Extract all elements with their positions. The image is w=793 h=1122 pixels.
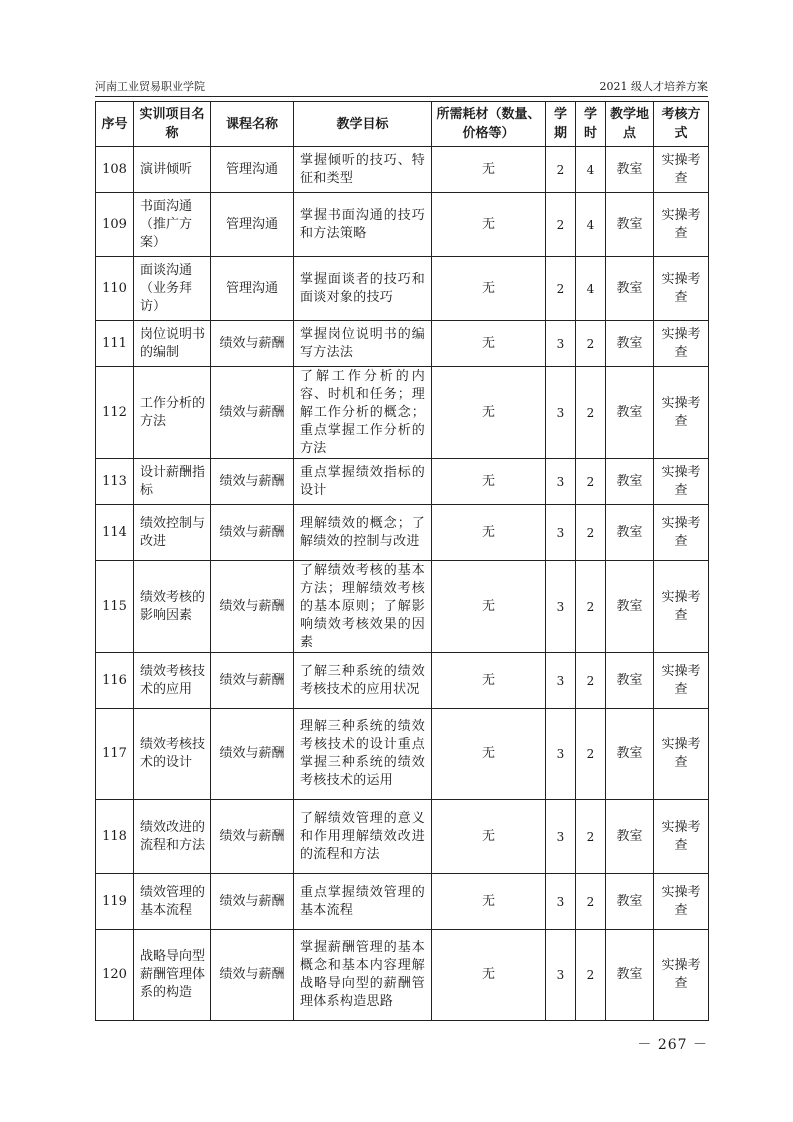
table-row	[96, 459, 709, 505]
table-header-row	[96, 102, 709, 147]
cell-exam: 实操考查	[654, 874, 709, 930]
cell-place: 教室	[606, 321, 654, 367]
cell-course: 绩效与薪酬	[211, 930, 294, 1021]
table-row	[96, 257, 709, 321]
cell-course: 绩效与薪酬	[211, 367, 294, 459]
cell-place: 教室	[606, 193, 654, 257]
cell-exam: 实操考查	[654, 561, 709, 653]
cell-hours: 2	[576, 367, 606, 459]
cell-term: 3	[546, 709, 576, 800]
col-header-material: 所需耗材（数量、价格等）	[432, 102, 546, 147]
cell-exam: 实操考查	[654, 147, 709, 193]
cell-no: 118	[96, 800, 134, 874]
cell-course: 绩效与薪酬	[211, 709, 294, 800]
cell-course: 绩效与薪酬	[211, 505, 294, 561]
cell-project: 面谈沟通（业务拜访）	[134, 257, 211, 321]
cell-term: 3	[546, 874, 576, 930]
cell-no: 119	[96, 874, 134, 930]
cell-project: 设计薪酬指标	[134, 459, 211, 505]
cell-no: 117	[96, 709, 134, 800]
cell-material: 无	[432, 459, 546, 505]
cell-place: 教室	[606, 257, 654, 321]
table-row	[96, 147, 709, 193]
cell-project: 绩效考核的影响因素	[134, 561, 211, 653]
cell-goal: 了解绩效考核的基本方法；理解绩效考核的基本原则；了解影响绩效考核效果的因素	[294, 561, 432, 653]
cell-no: 120	[96, 930, 134, 1021]
cell-place: 教室	[606, 709, 654, 800]
table-row	[96, 800, 709, 874]
cell-course: 绩效与薪酬	[211, 459, 294, 505]
cell-material: 无	[432, 800, 546, 874]
cell-course: 绩效与薪酬	[211, 800, 294, 874]
cell-project: 绩效考核技术的应用	[134, 653, 211, 709]
cell-goal: 理解绩效的概念；了解绩效的控制与改进	[294, 505, 432, 561]
cell-goal: 重点掌握绩效管理的基本流程	[294, 874, 432, 930]
cell-no: 114	[96, 505, 134, 561]
col-header-no: 序号	[96, 102, 134, 147]
cell-term: 3	[546, 505, 576, 561]
header-plan-title: 2021 级人才培养方案	[599, 80, 708, 93]
cell-project: 战略导向型薪酬管理体系的构造	[134, 930, 211, 1021]
cell-project: 绩效管理的基本流程	[134, 874, 211, 930]
cell-term: 3	[546, 321, 576, 367]
table-row	[96, 193, 709, 257]
col-header-term: 学期	[546, 102, 576, 147]
cell-hours: 2	[576, 709, 606, 800]
cell-course: 管理沟通	[211, 147, 294, 193]
cell-place: 教室	[606, 930, 654, 1021]
cell-exam: 实操考查	[654, 653, 709, 709]
cell-no: 111	[96, 321, 134, 367]
cell-goal: 掌握岗位说明书的编写方法法	[294, 321, 432, 367]
cell-hours: 2	[576, 459, 606, 505]
cell-no: 109	[96, 193, 134, 257]
cell-no: 113	[96, 459, 134, 505]
cell-term: 3	[546, 561, 576, 653]
cell-material: 无	[432, 147, 546, 193]
cell-material: 无	[432, 874, 546, 930]
cell-hours: 2	[576, 874, 606, 930]
cell-no: 112	[96, 367, 134, 459]
table-row	[96, 874, 709, 930]
cell-exam: 实操考查	[654, 193, 709, 257]
cell-no: 115	[96, 561, 134, 653]
cell-place: 教室	[606, 505, 654, 561]
cell-exam: 实操考查	[654, 800, 709, 874]
cell-project: 绩效考核技术的设计	[134, 709, 211, 800]
page-number: － 267 －	[637, 1037, 708, 1053]
cell-hours: 4	[576, 147, 606, 193]
cell-material: 无	[432, 321, 546, 367]
col-header-hours: 学时	[576, 102, 606, 147]
cell-material: 无	[432, 561, 546, 653]
cell-exam: 实操考查	[654, 257, 709, 321]
cell-goal: 掌握面谈者的技巧和面谈对象的技巧	[294, 257, 432, 321]
cell-project: 工作分析的方法	[134, 367, 211, 459]
cell-exam: 实操考查	[654, 709, 709, 800]
cell-material: 无	[432, 193, 546, 257]
cell-hours: 2	[576, 800, 606, 874]
cell-course: 管理沟通	[211, 257, 294, 321]
cell-exam: 实操考查	[654, 930, 709, 1021]
header-school-name: 河南工业贸易职业学院	[95, 80, 205, 93]
table-row	[96, 930, 709, 1021]
cell-exam: 实操考查	[654, 321, 709, 367]
cell-course: 绩效与薪酬	[211, 653, 294, 709]
cell-place: 教室	[606, 653, 654, 709]
cell-place: 教室	[606, 800, 654, 874]
col-header-place: 教学地点	[606, 102, 654, 147]
cell-term: 2	[546, 147, 576, 193]
cell-project: 绩效改进的流程和方法	[134, 800, 211, 874]
cell-material: 无	[432, 709, 546, 800]
cell-goal: 掌握书面沟通的技巧和方法策略	[294, 193, 432, 257]
cell-term: 2	[546, 193, 576, 257]
training-table	[95, 101, 709, 1021]
cell-place: 教室	[606, 459, 654, 505]
cell-exam: 实操考查	[654, 367, 709, 459]
cell-material: 无	[432, 367, 546, 459]
cell-term: 3	[546, 653, 576, 709]
cell-place: 教室	[606, 147, 654, 193]
cell-place: 教室	[606, 874, 654, 930]
cell-project: 绩效控制与改进	[134, 505, 211, 561]
cell-place: 教室	[606, 367, 654, 459]
page-header	[95, 76, 708, 97]
cell-hours: 2	[576, 930, 606, 1021]
table-row	[96, 321, 709, 367]
cell-term: 3	[546, 459, 576, 505]
cell-goal: 了解三种系统的绩效考核技术的应用状况	[294, 653, 432, 709]
cell-goal: 理解三种系统的绩效考核技术的设计重点掌握三种系统的绩效考核技术的运用	[294, 709, 432, 800]
cell-hours: 2	[576, 505, 606, 561]
cell-course: 管理沟通	[211, 193, 294, 257]
table-row	[96, 505, 709, 561]
cell-material: 无	[432, 257, 546, 321]
cell-no: 110	[96, 257, 134, 321]
cell-goal: 了解绩效管理的意义和作用理解绩效改进的流程和方法	[294, 800, 432, 874]
cell-hours: 2	[576, 561, 606, 653]
cell-place: 教室	[606, 561, 654, 653]
cell-term: 3	[546, 800, 576, 874]
cell-hours: 4	[576, 257, 606, 321]
cell-material: 无	[432, 930, 546, 1021]
cell-material: 无	[432, 505, 546, 561]
cell-project: 书面沟通（推广方案）	[134, 193, 211, 257]
cell-hours: 2	[576, 653, 606, 709]
table-row	[96, 367, 709, 459]
table-row	[96, 561, 709, 653]
col-header-project: 实训项目名称	[134, 102, 211, 147]
table-row	[96, 653, 709, 709]
cell-project: 岗位说明书的编制	[134, 321, 211, 367]
cell-course: 绩效与薪酬	[211, 561, 294, 653]
cell-course: 绩效与薪酬	[211, 321, 294, 367]
col-header-goal: 教学目标	[294, 102, 432, 147]
table-row	[96, 709, 709, 800]
cell-no: 116	[96, 653, 134, 709]
cell-exam: 实操考查	[654, 505, 709, 561]
cell-exam: 实操考查	[654, 459, 709, 505]
cell-goal: 重点掌握绩效指标的设计	[294, 459, 432, 505]
cell-hours: 4	[576, 193, 606, 257]
col-header-exam: 考核方式	[654, 102, 709, 147]
col-header-course: 课程名称	[211, 102, 294, 147]
cell-term: 2	[546, 257, 576, 321]
cell-no: 108	[96, 147, 134, 193]
cell-project: 演讲倾听	[134, 147, 211, 193]
cell-term: 3	[546, 367, 576, 459]
cell-goal: 掌握倾听的技巧、特征和类型	[294, 147, 432, 193]
cell-hours: 2	[576, 321, 606, 367]
cell-material: 无	[432, 653, 546, 709]
cell-term: 3	[546, 930, 576, 1021]
cell-course: 绩效与薪酬	[211, 874, 294, 930]
cell-goal: 了解工作分析的内容、时机和任务；理解工作分析的概念；重点掌握工作分析的方法	[294, 367, 432, 459]
cell-goal: 掌握薪酬管理的基本概念和基本内容理解战略导向型的薪酬管理体系构造思路	[294, 930, 432, 1021]
